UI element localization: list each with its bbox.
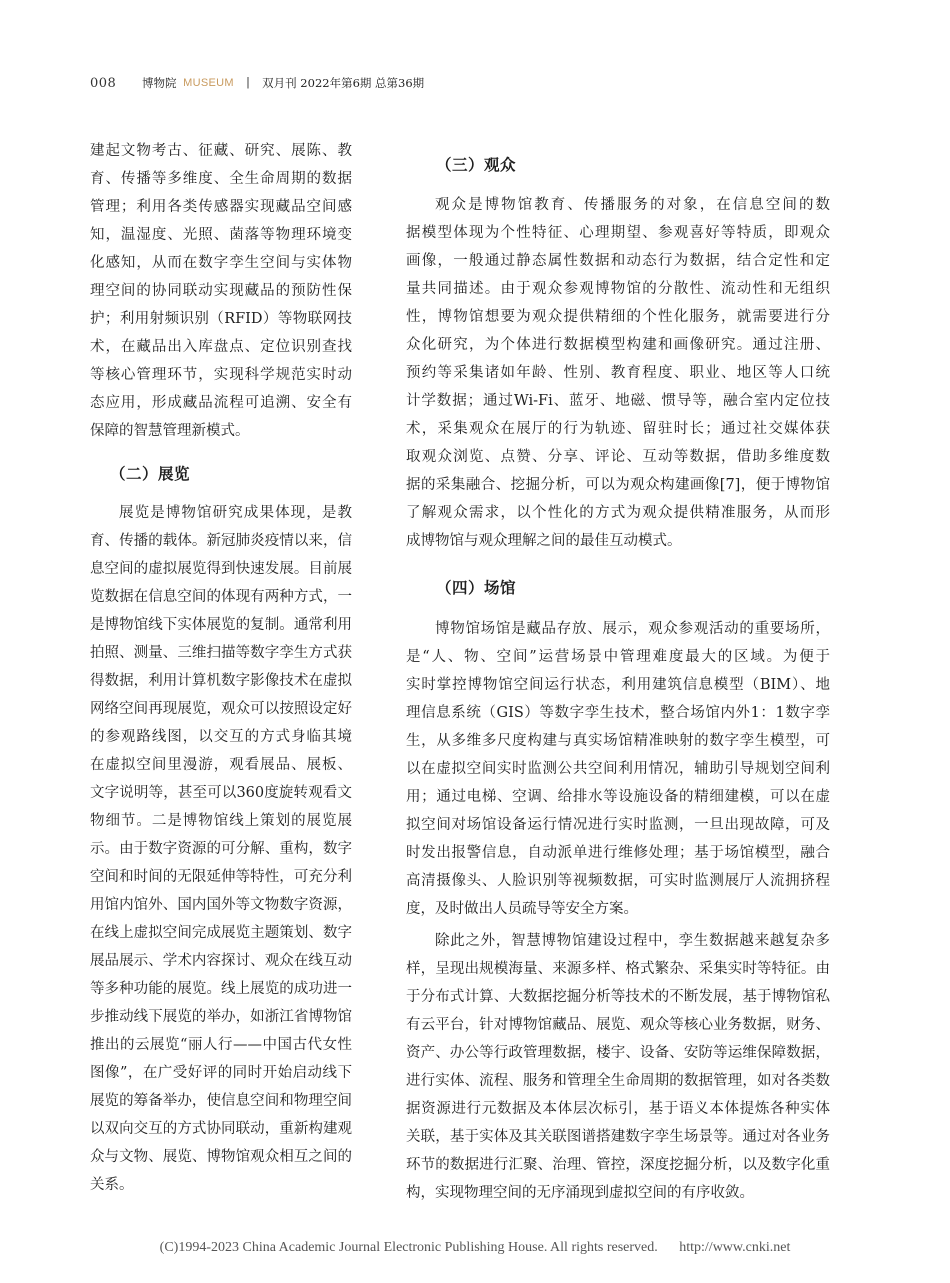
text-line: 众化研究，为个体进行数据模型构建和画像研究。通过注册、 <box>406 337 830 353</box>
text-line: 以双向交互的方式协同联动，重新构建观 <box>90 1121 352 1137</box>
text-line: 关联，基于实体及其关联图谱搭建数字孪生场景等。通过对各业务 <box>406 1129 830 1145</box>
text-line: 观众是博物馆教育、传播服务的对象，在信息空间的数 <box>435 197 830 213</box>
copyright-footer <box>0 1240 950 1258</box>
section-heading-venue: （四）场馆 <box>436 579 517 597</box>
text-line: 是“人、物、空间”运营场景中管理难度最大的区域。为便于 <box>406 649 830 665</box>
text-line: 览数据在信息空间的体现有两种方式，一 <box>90 589 352 605</box>
text-line: 得数据，利用计算机数字影像技术在虚拟 <box>90 673 352 689</box>
text-line: 息空间的虚拟展览得到快速发展。目前展 <box>90 561 352 577</box>
running-header <box>90 75 424 95</box>
text-line: 高清摄像头、人脸识别等视频数据，可实时监测展厅人流拥挤程 <box>406 873 830 889</box>
text-line: 进行实体、流程、服务和管理全生命周期的数据管理，如对各类数 <box>406 1073 830 1089</box>
text-line: 展品展示、学术内容探讨、观众在线互动 <box>90 953 352 969</box>
text-line: 关系。 <box>90 1177 134 1193</box>
text-line: 博物馆场馆是藏品存放、展示，观众参观活动的重要场所， <box>435 621 830 637</box>
text-line: 在虚拟空间里漫游，观看展品、展板、 <box>90 757 352 773</box>
text-line: 取观众浏览、点赞、分享、评论、互动等数据，借助多维度数 <box>406 449 830 465</box>
copyright-text: (C)1994-2023 China Academic Journal Electronic Publishing House. All rights reserved. <box>159 1240 658 1255</box>
text-line: 展览是博物馆研究成果体现，是教 <box>119 505 352 521</box>
text-line: 了解观众需求，以个性化的方式为观众提供精准服务，从而形 <box>406 505 830 521</box>
text-line: 等核心管理环节，实现科学规范实时动 <box>90 367 352 383</box>
text-line: 计学数据；通过Wi-Fi、蓝牙、地磁、惯导等，融合室内定位技 <box>406 393 830 409</box>
text-line: 除此之外，智慧博物馆建设过程中，孪生数据越来越复杂多 <box>435 933 830 949</box>
text-line: 示。由于数字资源的可分解、重构，数字 <box>90 841 352 857</box>
text-line: 态应用，形成藏品流程可追溯、安全有 <box>90 395 352 411</box>
text-line: 等多种功能的展览。线上展览的成功进一 <box>90 981 352 997</box>
text-line: 知，温湿度、光照、菌落等物理环境变 <box>90 227 352 243</box>
text-line: 空间和时间的无限延伸等特性，可充分利 <box>90 869 352 885</box>
text-line: 推出的云展览“丽人行——中国古代女性 <box>90 1037 352 1053</box>
text-line: 化感知，从而在数字孪生空间与实体物 <box>90 255 352 271</box>
text-line: 样，呈现出规模海量、来源多样、格式繁杂、采集实时等特征。由 <box>406 961 830 977</box>
text-line: 网络空间再现展览，观众可以按照设定好 <box>90 701 352 717</box>
text-line: 育、传播的载体。新冠肺炎疫情以来，信 <box>90 533 352 549</box>
text-line: 管理；利用各类传感器实现藏品空间感 <box>90 199 352 215</box>
text-line: 图像”，在广受好评的同时开始启动线下 <box>90 1065 352 1081</box>
text-line: 文字说明等，甚至可以360度旋转观看文 <box>90 785 352 801</box>
page-number: 008 <box>90 75 117 91</box>
text-line: 据的采集融合、挖掘分析，可以为观众构建画像[7]，便于博物馆 <box>406 477 830 493</box>
text-line: 资产、办公等行政管理数据，楼宇、设备、安防等运维保障数据， <box>406 1045 830 1061</box>
text-line: 理空间的协同联动实现藏品的预防性保 <box>90 283 352 299</box>
cnki-link[interactable]: http://www.cnki.net <box>679 1240 791 1255</box>
text-line: 据资源进行元数据及本体层次标引，基于语义本体提炼各种实体 <box>406 1101 830 1117</box>
text-line: 拍照、测量、三维扫描等数字孪生方式获 <box>90 645 352 661</box>
text-line: 生，从多维多尺度构建与真实场馆精准映射的数字孪生模型，可 <box>406 733 830 749</box>
text-line: 用；通过电梯、空调、给排水等设施设备的精细建模，可以在虚 <box>406 789 830 805</box>
text-line: 环节的数据进行汇聚、治理、管控，深度挖掘分析，以及数字化重 <box>406 1157 830 1173</box>
text-line: 成博物馆与观众理解之间的最佳互动模式。 <box>406 533 682 549</box>
text-line: 育、传播等多维度、全生命周期的数据 <box>90 171 352 187</box>
text-line: 画像，一般通过静态属性数据和动态行为数据，结合定性和定 <box>406 253 830 269</box>
text-line: 是博物馆线下实体展览的复制。通常利用 <box>90 617 352 633</box>
text-line: 构，实现物理空间的无序涌现到虚拟空间的有序收敛。 <box>406 1185 754 1201</box>
text-line: 众与文物、展览、博物馆观众相互之间的 <box>90 1149 352 1165</box>
text-line: 建起文物考古、征藏、研究、展陈、教 <box>90 143 352 159</box>
text-line: 有云平台，针对博物馆藏品、展览、观众等核心业务数据，财务、 <box>406 1017 830 1033</box>
text-line: 步推动线下展览的举办，如浙江省博物馆 <box>90 1009 352 1025</box>
text-line: 以在虚拟空间实时监测公共空间利用情况，辅助引导规划空间利 <box>406 761 830 777</box>
text-line: 保障的智慧管理新模式。 <box>90 423 250 439</box>
text-line: 性，博物馆想要为观众提供精细的个性化服务，就需要进行分 <box>406 309 830 325</box>
text-line: 护；利用射频识别（RFID）等物联网技 <box>90 311 352 327</box>
text-line: 拟空间对场馆设备运行情况进行实时监测，一旦出现故障，可及 <box>406 817 830 833</box>
text-line: 的参观路线图，以交互的方式身临其境 <box>90 729 352 745</box>
text-line: 预约等采集诸如年龄、性别、教育程度、职业、地区等人口统 <box>406 365 830 381</box>
text-line: 术，在藏品出入库盘点、定位识别查找 <box>90 339 352 355</box>
text-line: 展览的筹备举办，使信息空间和物理空间 <box>90 1093 352 1109</box>
text-line: 术，采集观众在展厅的行为轨迹、留驻时长；通过社交媒体获 <box>406 421 830 437</box>
text-line: 实时掌控博物馆空间运行状态，利用建筑信息模型（BIM）、地 <box>406 677 830 693</box>
issue-info: 双月刊 2022年第6期 总第36期 <box>262 76 425 90</box>
text-line: 在线上虚拟空间完成展览主题策划、数字 <box>90 925 352 941</box>
text-line: 于分布式计算、大数据挖掘分析等技术的不断发展，基于博物馆私 <box>406 989 830 1005</box>
section-heading-exhibition: （二）展览 <box>110 465 191 483</box>
text-line: 据模型体现为个性特征、心理期望、参观喜好等特质，即观众 <box>406 225 830 241</box>
text-line: 用馆内馆外、国内国外等文物数字资源， <box>90 897 352 913</box>
journal-name-en: MUSEUM <box>183 77 234 89</box>
journal-name: 博物院 <box>141 76 177 90</box>
section-heading-audience: （三）观众 <box>436 156 517 174</box>
header-separator: | <box>246 77 250 89</box>
text-line: 度，及时做出人员疏导等安全方案。 <box>406 901 638 917</box>
text-line: 量共同描述。由于观众参观博物馆的分散性、流动性和无组织 <box>406 281 830 297</box>
text-line: 物细节。二是博物馆线上策划的展览展 <box>90 813 352 829</box>
text-line: 时发出报警信息，自动派单进行维修处理；基于场馆模型，融合 <box>406 845 830 861</box>
text-line: 理信息系统（GIS）等数字孪生技术，整合场馆内外1：1数字孪 <box>406 705 830 721</box>
